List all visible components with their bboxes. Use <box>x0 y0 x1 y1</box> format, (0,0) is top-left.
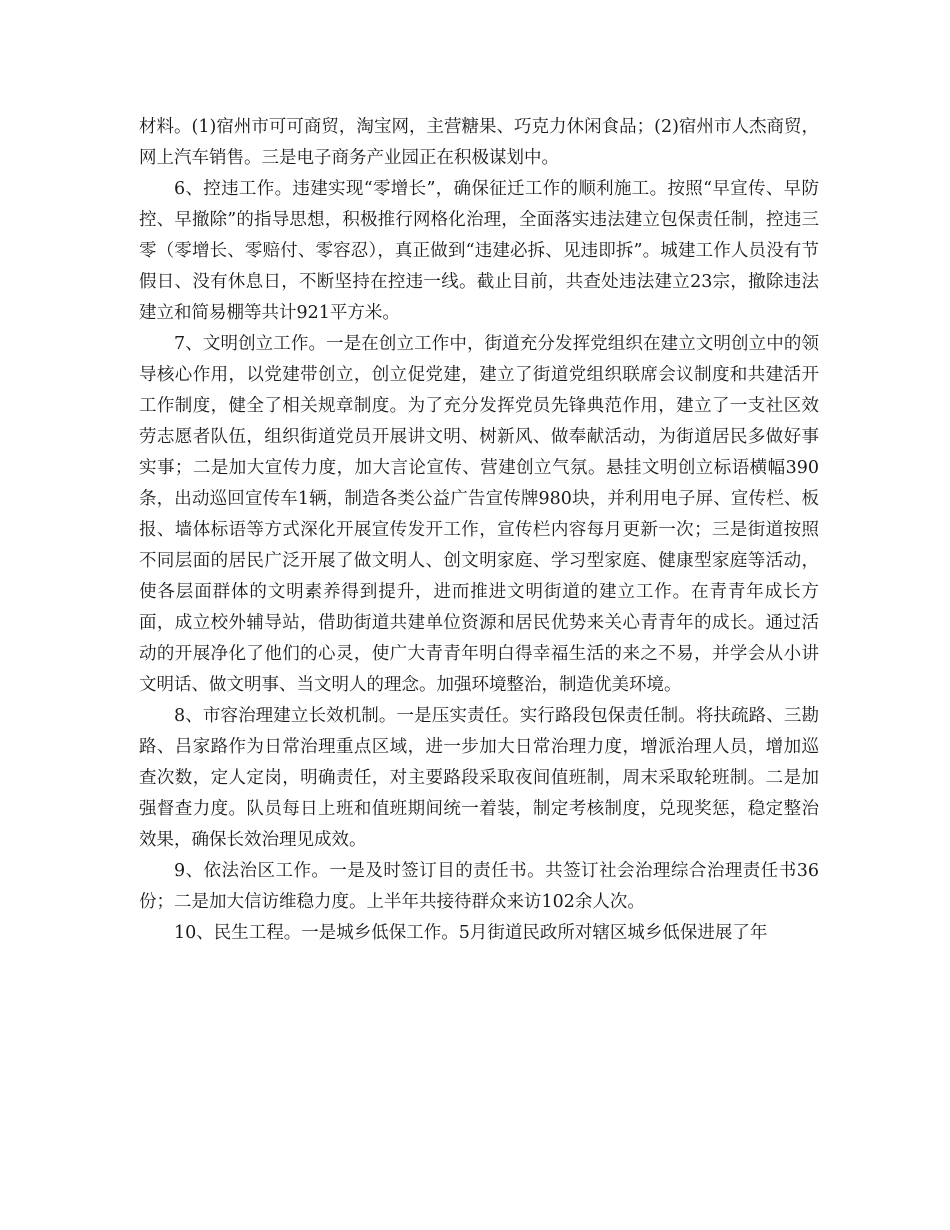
paragraph-rule-of-law: 9、依法治区工作。一是及时签订目的责任书。共签订社会治理综合治理责任书36份；二是加大信访维稳力度。上半年共接待群众来访102余人次。 <box>139 861 819 912</box>
paragraph-civilization-creation: 7、文明创立工作。一是在创立工作中，街道充分发挥党组织在建立文明创立中的领导核心作用，以党建带创立，创立促党建，建立了街道党组织联席会议制度和共建活开工作制度，健全了相关规章制度。为了充分发挥党员先锋典范作用，建立了一支社区效劳志愿者队伍，组织街道党员开展讲文明、树新风、做奉献活动，为街道居民多做好事实事；二是加大宣传力度，加大言论宣传、营建创立气氛。悬挂文明创立标语横幅390条，出动巡回宣传车1辆，制造各类公益广告宣传牌980块，并利用电子屏、宣传栏、板报、墙体标语等方式深化开展宣传发开工作，宣传栏内容每月更新一次；三是街道按照不同层面的居民广泛开展了做文明人、创文明家庭、学习型家庭、健康型家庭等活动，使各层面群体的文明素养得到提升，进而推进文明街道的建立工作。在青青年成长方面，成立校外辅导站，借助街道共建单位资源和居民优势来关心青青年的成长。通过活动的开展净化了他们的心灵，使广大青青年明白得幸福生活的来之不易，并学会从小讲文明话、做文明事、当文明人的理念。加强环境整治，制造优美环境。 <box>139 334 819 695</box>
document-body <box>139 112 819 949</box>
paragraph-materials: 材料。(1)宿州市可可商贸，淘宝网，主营糖果、巧克力休闲食品；(2)宿州市人杰商贸，网上汽车销售。三是电子商务产业园正在积极谋划中。 <box>139 117 819 168</box>
paragraph-city-appearance: 8、市容治理建立长效机制。一是压实责任。实行路段包保责任制。将扶疏路、三勘路、吕家路作为日常治理重点区域，进一步加大日常治理力度，增派治理人员，增加巡查次数，定人定岗，明确责任，对主要路段采取夜间值班制，周末采取轮班制。二是加强督查力度。队员每日上班和值班期间统一着装，制定考核制度，兑现奖惩，稳定整治效果，确保长效治理见成效。 <box>139 706 819 850</box>
paragraph-livelihood-project: 10、民生工程。一是城乡低保工作。5月街道民政所对辖区城乡低保进展了年 <box>174 923 768 943</box>
paragraph-illegal-building-control: 6、控违工作。违建实现“零增长”，确保征迁工作的顺利施工。按照“早宣传、早防控、早撤除”的指导思想，积极推行网格化治理，全面落实违法建立包保责任制，控违三零（零增长、零赔付、零容忍），真正做到“违建必拆、见违即拆”。城建工作人员没有节假日、没有休息日，不断坚持在控违一线。截止目前，共查处违法建立23宗，撤除违法建立和简易棚等共计921平方米。 <box>139 179 819 323</box>
